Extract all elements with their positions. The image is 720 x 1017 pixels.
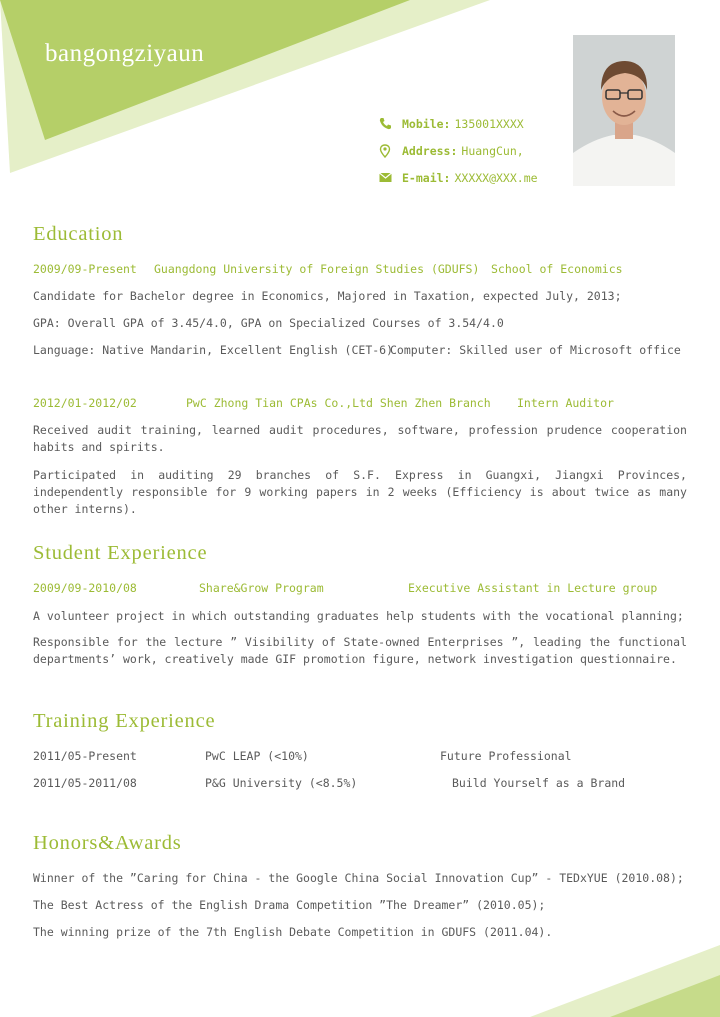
edu2-paragraph-2: Participated in auditing 29 branches of S.F. Express in Guangxi, Jiangxi Provinces, independently responsible for 9 working papers in 2 weeks (Efficiency is about twice as many other interns). [33, 468, 687, 516]
contact-address [378, 137, 538, 164]
training-row-1-desc: Future Professional [440, 749, 572, 763]
training-row-1-program: PwC LEAP (<10%) [205, 749, 309, 763]
honors-title: Honors&Awards [33, 832, 182, 854]
address-value: HuangCun, [461, 143, 524, 158]
contact-mobile [378, 110, 538, 137]
training-row-1-date: 2011/05-Present [33, 749, 137, 763]
training-title: Training Experience [33, 710, 216, 732]
student-program: Share&Grow Program [199, 581, 324, 595]
edu1-computer-line: Computer: Skilled user of Microsoft office [390, 343, 681, 357]
training-row-2-program: P&G University (<8.5%) [205, 776, 358, 790]
student-line-1: A volunteer project in which outstanding graduates help students with the vocational planning; [33, 609, 684, 623]
address-label: Address: [402, 143, 458, 158]
contact-email [378, 164, 538, 191]
location-pin-icon [378, 144, 392, 158]
honors-item-2: The Best Actress of the English Drama Competition ”The Dreamer” (2010.05); [33, 898, 546, 912]
resume-name: bangongziyaun [45, 40, 205, 67]
edu2-organization: PwC Zhong Tian CPAs Co.,Ltd Shen Zhen Branch [186, 396, 491, 410]
envelope-icon [378, 171, 392, 185]
edu1-date: 2009/09-Present [33, 262, 137, 276]
education-title: Education [33, 223, 124, 245]
honors-item-3: The winning prize of the 7th English Debate Competition in GDUFS (2011.04). [33, 925, 553, 939]
training-row-2-desc: Build Yourself as a Brand [452, 776, 626, 790]
contact-block [378, 110, 538, 191]
student-role: Executive Assistant in Lecture group [408, 581, 658, 595]
header-triangle-main [0, 0, 410, 140]
edu2-paragraph-1: Received audit training, learned audit procedures, software, profession prudence cooperation habits and spirits. [33, 423, 687, 454]
phone-icon [378, 117, 392, 131]
edu1-degree-line: Candidate for Bachelor degree in Economics, Majored in Taxation, expected July, 2013; [33, 289, 622, 303]
edu1-gpa-line: GPA: Overall GPA of 3.45/4.0, GPA on Specialized Courses of 3.54/4.0 [33, 316, 504, 330]
student-title: Student Experience [33, 542, 208, 564]
student-paragraph: Responsible for the lecture ” Visibility of State-owned Enterprises ”, leading the functional departments’ work, creatively made GIF promotion figure, network investigation questionnaire. [33, 635, 687, 666]
honors-item-1: Winner of the ”Caring for China - the Google China Social Innovation Cup” - TEDxYUE (2010.08); [33, 871, 684, 885]
edu1-department: School of Economics [491, 262, 623, 276]
profile-photo [573, 35, 675, 186]
edu2-date: 2012/01-2012/02 [33, 396, 137, 410]
email-value: XXXXX@XXX.me [454, 170, 538, 185]
edu2-role: Intern Auditor [517, 396, 614, 410]
email-label: E-mail: [402, 170, 451, 185]
student-date: 2009/09-2010/08 [33, 581, 137, 595]
edu1-school: Guangdong University of Foreign Studies (GDUFS) [154, 262, 480, 276]
training-row-2-date: 2011/05-2011/08 [33, 776, 137, 790]
mobile-value: 135001XXXX [454, 116, 524, 131]
mobile-label: Mobile: [402, 116, 451, 131]
edu1-language-line: Language: Native Mandarin, Excellent English (CET-6) [33, 343, 394, 357]
